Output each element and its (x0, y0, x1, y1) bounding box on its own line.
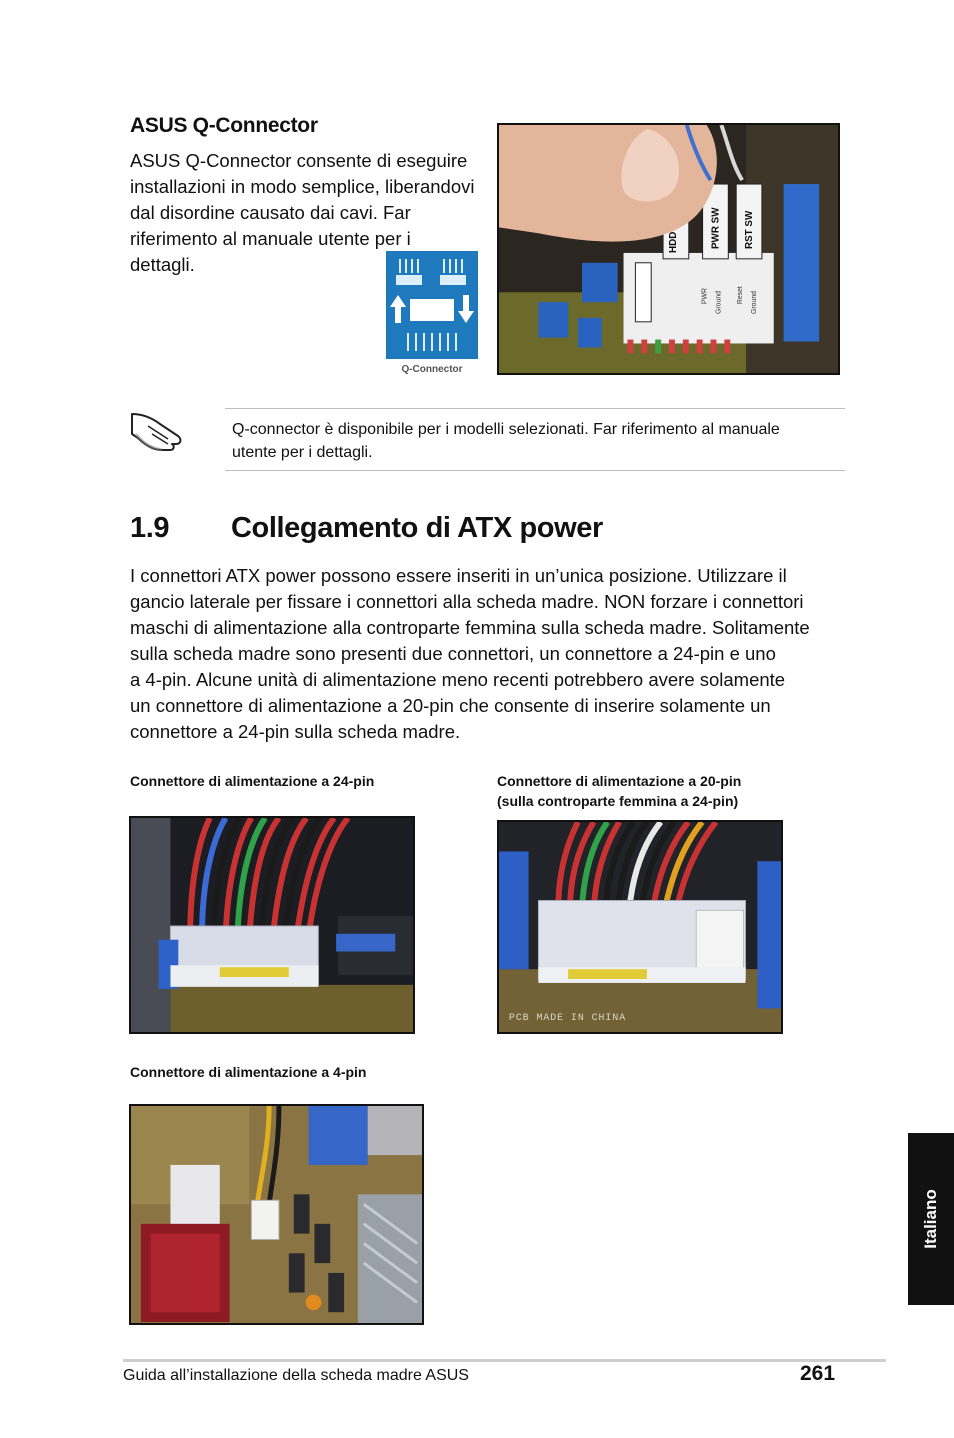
caption-24pin: Connettore di alimentazione a 24-pin (130, 773, 375, 789)
caption-4pin: Connettore di alimentazione a 4-pin (130, 1064, 367, 1080)
section-number: 1.9 (130, 512, 170, 544)
qconnector-logo-label: Q-Connector (401, 364, 463, 375)
language-tab (908, 1133, 954, 1305)
note-text: Q-connector è disponibile per i modelli selezionati. Far riferimento al manuale utente per i dettagli. (232, 421, 780, 461)
photo-label-pwr-sw: PWR SW (710, 207, 722, 249)
photo-label-rst-sw: RST SW (743, 210, 756, 249)
photo-24pin (129, 816, 415, 1034)
photo-label-ground-2: Ground (750, 291, 758, 314)
photo-label-hdd: HDD (667, 231, 679, 253)
qconnector-heading: ASUS Q-Connector (130, 114, 318, 137)
qconnector-photo (497, 123, 840, 375)
note-bottom-rule (225, 470, 845, 471)
note-top-rule (225, 408, 845, 409)
qconnector-logo (386, 251, 478, 378)
page-number: 261 (800, 1362, 836, 1385)
footer-rule (123, 1359, 886, 1362)
photo-20pin (497, 820, 783, 1034)
section-title: Collegamento di ATX power (231, 512, 603, 544)
pointing-hand-icon (128, 404, 186, 454)
caption-20pin: Connettore di alimentazione a 20-pin (sulla controparte femmina a 24-pin) (497, 773, 742, 809)
footer-text: Guida all’installazione della scheda madre ASUS (123, 1367, 469, 1384)
qconnector-description: ASUS Q-Connector consente di eseguire installazioni in modo semplice, liberandovi dal disordine causato dai cavi. Far riferimento al manuale utente per i dettagli. (130, 150, 475, 275)
photo-label-ground-1: Ground (715, 291, 723, 314)
photo-label-pwr: PWR (701, 288, 709, 305)
photo-20pin-text: PCB MADE IN CHINA (508, 1012, 627, 1024)
language-tab-label: Italiano (921, 1189, 940, 1249)
photo-label-reset: Reset (737, 286, 745, 305)
photo-4pin (129, 1104, 424, 1325)
section-heading (130, 512, 603, 545)
section-body: I connettori ATX power possono essere inseriti in un’unica posizione. Utilizzare il gancio laterale per fissare i connettori alla scheda madre. NON forzare i connettori maschi di alimentazione alla controparte femmina sulla scheda madre. Solitamente sulla scheda madre sono presenti due connettori, un connettore a 24-pin e uno a 4-pin. Alcune unità di alimentazione meno recenti potrebbero avere solamente un connettore di alimentazione a 20-pin che consente di inserire solamente un connettore a 24-pin sulla scheda madre. (130, 565, 810, 742)
